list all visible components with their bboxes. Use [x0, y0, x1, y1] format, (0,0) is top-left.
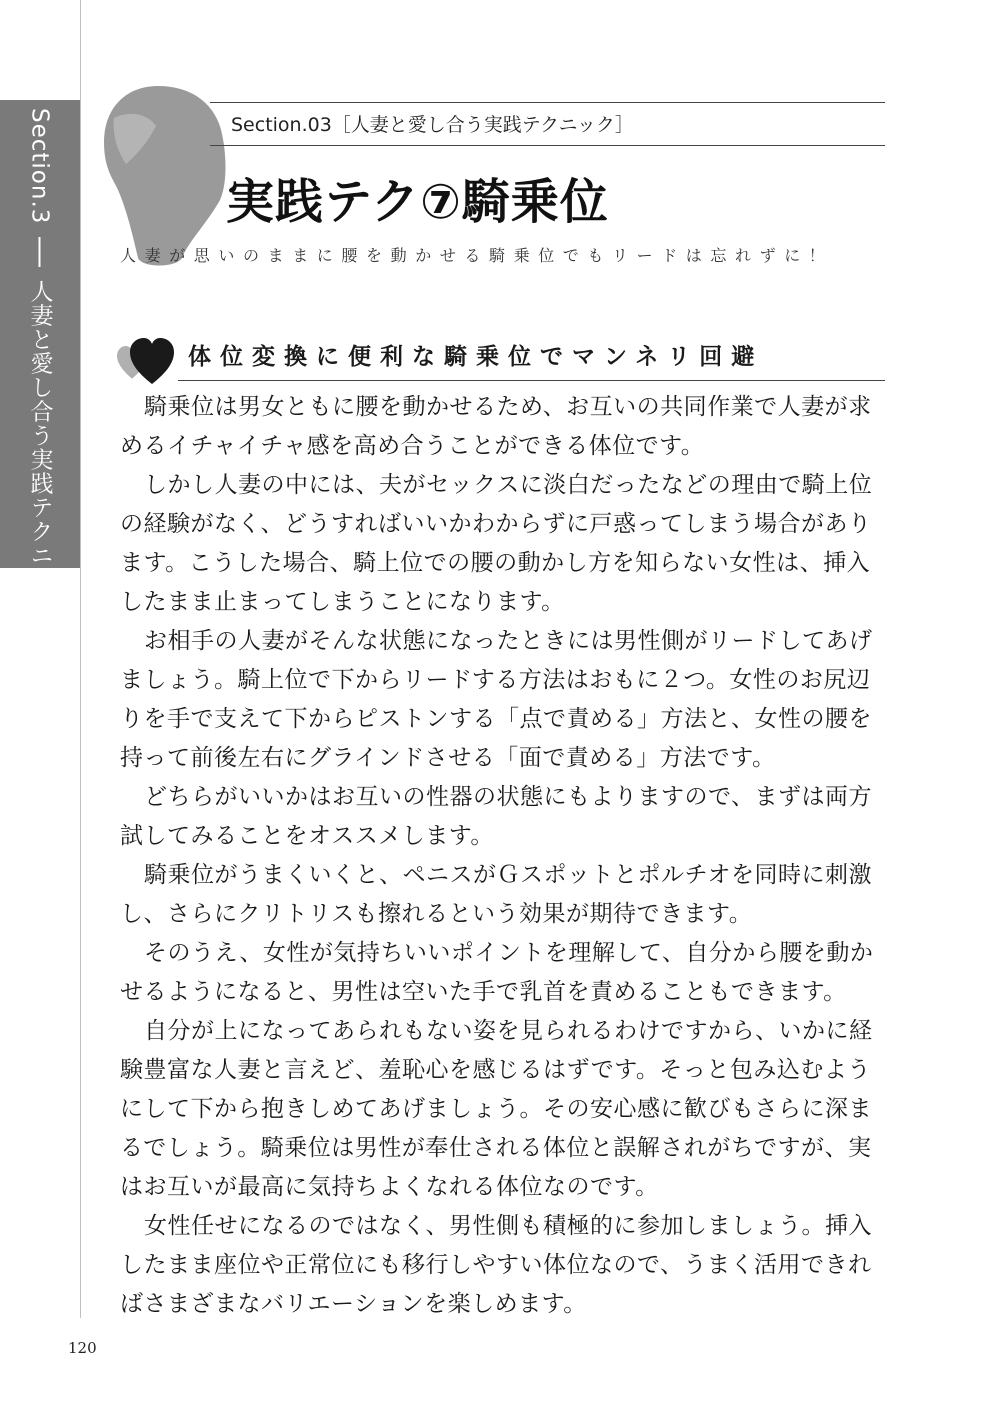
body-line: りを手で支えて下からピストンする「点で責める」方法と、女性の腰を — [120, 706, 872, 732]
header-rule-bottom — [210, 145, 885, 146]
body-line: せるようになると、男性は空いた手で乳首を責めることもできます。 — [120, 979, 847, 1005]
body-line: はお互いが最高に気持ちよくなれる体位なのです。 — [120, 1174, 659, 1200]
body-line: お相手の人妻がそんな状態になったときには男性側がリードしてあげ — [144, 628, 873, 654]
body-line: したまま座位や正常位にも移行しやすい体位なので、うまく活用できれ — [120, 1252, 872, 1278]
body-line: 女性任せになるのではなく、男性側も積極的に参加しましょう。挿入 — [144, 1213, 873, 1239]
body-line: そのうえ、女性が気持ちいいポイントを理解して、自分から腰を動か — [144, 940, 874, 966]
body-line: ます。こうした場合、騎上位での腰の動かし方を知らない女性は、挿入 — [120, 550, 871, 576]
body-line: 騎乗位は男女ともに腰を動かせるため、お互いの共同作業で人妻が求 — [144, 394, 872, 420]
margin-rule — [80, 0, 81, 1318]
side-tab-divider — [39, 237, 41, 267]
body-line: るでしょう。騎乗位は男性が奉仕される体位と誤解されがちですが、実 — [120, 1135, 872, 1161]
body-line: しかし人妻の中には、夫がセックスに淡白だったなどの理由で騎上位 — [144, 472, 873, 498]
body-line: したまま止まってしまうことになります。 — [120, 589, 565, 615]
body-line: ばさまざまなバリエーションを楽しめます。 — [120, 1291, 587, 1317]
body-line: めるイチャイチャ感を高め合うことができる体位です。 — [120, 433, 705, 459]
heading-rule — [178, 380, 885, 381]
body-line: 験豊富な人妻と言えど、羞恥心を感じるはずです。そっと包み込むよう — [120, 1057, 871, 1083]
header-rule-top — [210, 102, 885, 103]
body-line: し、さらにクリトリスも擦れるという効果が期待できます。 — [120, 901, 753, 927]
body-line: 試してみることをオススメします。 — [120, 823, 494, 849]
body-line: ましょう。騎上位で下からリードする方法はおもに２つ。女性のお尻辺 — [120, 667, 871, 693]
page-number: 120 — [68, 1339, 97, 1357]
side-tab-label — [24, 108, 57, 615]
side-tab-section: Section.3 — [26, 108, 53, 225]
two-hearts-icon — [114, 336, 176, 386]
section-heading: 体位変換に便利な騎乗位でマンネリ回避 — [188, 344, 764, 370]
page-subtitle: 人妻が思いのままに腰を動かせる騎乗位でもリードは忘れずに！ — [120, 246, 834, 265]
body-line: にして下から抱きしめてあげましょう。その安心感に歓びもさらに深ま — [120, 1096, 872, 1122]
body-line: の経験がなく、どうすればいいかわからずに戸惑ってしまう場合があり — [120, 511, 872, 537]
side-tab-title: 人妻と愛し合う実践テクニック — [26, 279, 53, 616]
body-line: どちらがいいかはお互いの性器の状態にもよりますので、まずは両方 — [144, 784, 873, 810]
page-title: 実践テク⑦騎乗位 — [226, 174, 609, 230]
section-label: Section.03［人妻と愛し合う実践テクニック］ — [231, 114, 634, 136]
body-line: 自分が上になってあられもない姿を見られるわけですから、いかに経 — [144, 1018, 873, 1044]
body-text — [120, 388, 890, 1324]
body-line: 騎乗位がうまくいくと、ペニスがＧスポットとポルチオを同時に刺激 — [144, 862, 873, 888]
body-line: 持って前後左右にグラインドさせる「面で責める」方法です。 — [120, 745, 776, 771]
